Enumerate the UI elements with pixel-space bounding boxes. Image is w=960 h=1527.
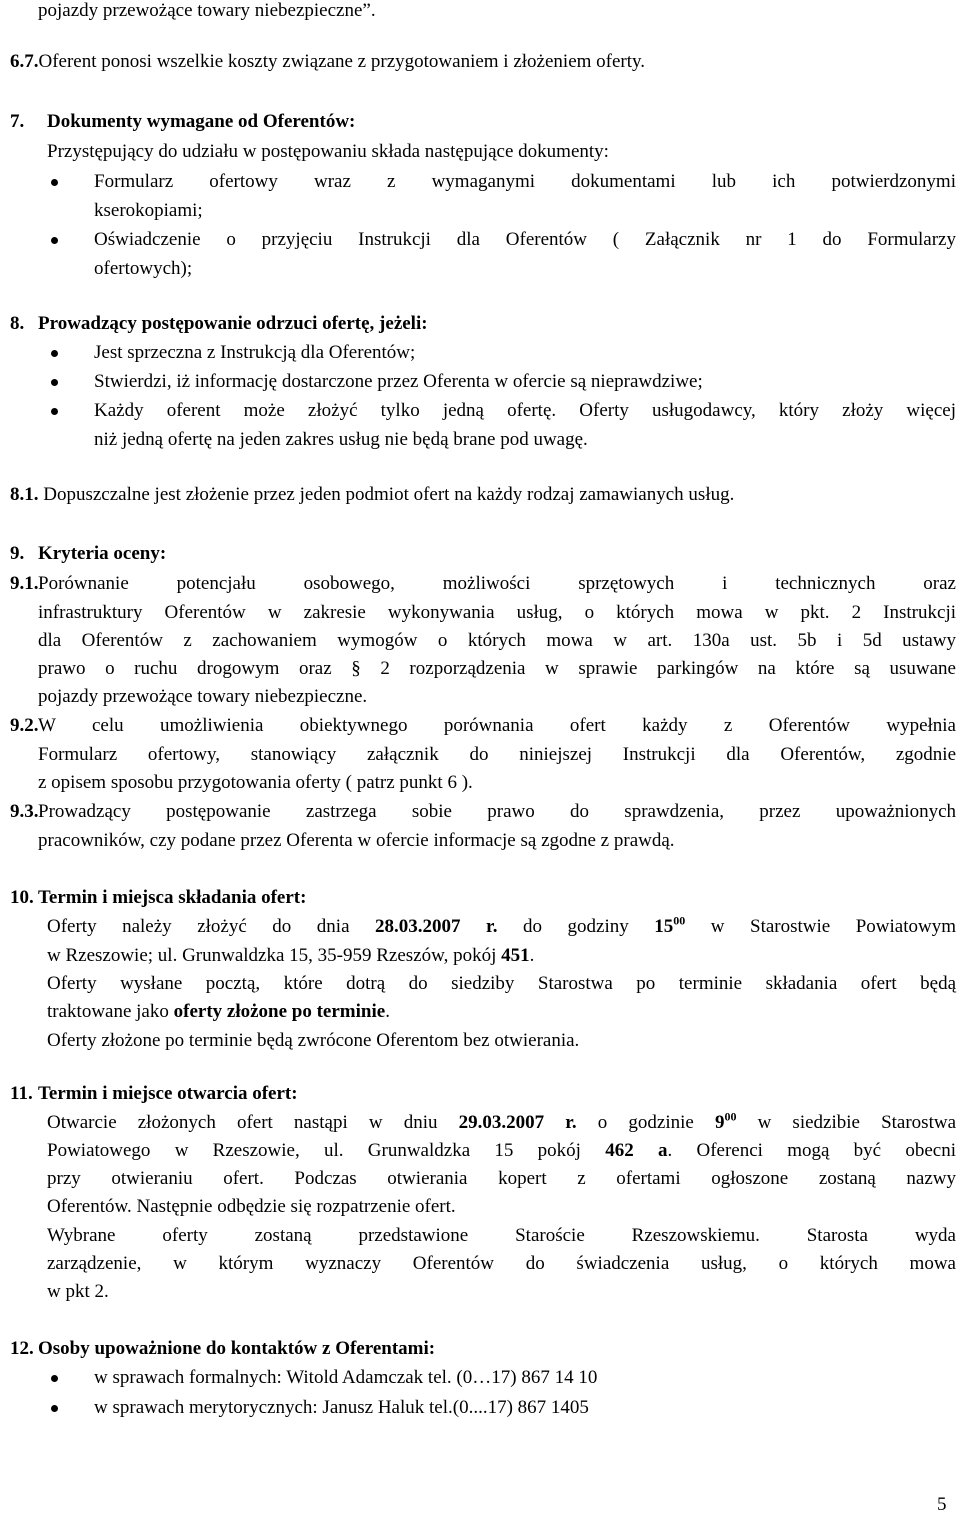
section-6-7	[10, 48, 930, 76]
section-10-title: Termin i miejsca składania ofert:	[38, 887, 307, 908]
section-10-line-1	[47, 913, 956, 941]
section-8-bullet-3-line-2: niż jedną ofertę na jeden zakres usług nie będą brane pod uwagę.	[94, 429, 588, 450]
text-run: .	[529, 945, 535, 966]
top-line: pojazdy przewożące towary niebezpieczne”.	[38, 0, 376, 21]
section-7-bullet-2-line-2: ofertowych);	[94, 258, 193, 279]
section-11-title: Termin i miejsce otwarcia ofert:	[38, 1083, 298, 1104]
section-number: 7.	[10, 111, 25, 132]
opening-date: 29.03.2007 r.	[458, 1112, 577, 1133]
section-7-bullet-1-line-1: Formularz ofertowy wraz z wymaganymi dokumentami lub ich potwierdzonymi	[94, 171, 956, 192]
section-9-title: Kryteria oceny:	[38, 543, 167, 564]
section-11-line-6: zarządzenie, w którym wyznaczy Oferentów do świadczenia usług, o których mowa	[47, 1253, 956, 1274]
text-run: w Starostwie Powiatowym	[710, 916, 957, 937]
section-7-heading	[10, 108, 24, 136]
deadline-date: 28.03.2007 r.	[375, 916, 498, 937]
section-8-bullet-3-line-1: Każdy oferent może złożyć tylko jedną ofertę. Oferty usługodawcy, który złoży więcej	[94, 400, 956, 421]
text-run: w siedzibie Starostwa	[757, 1112, 957, 1133]
section-10-number: 10.	[10, 887, 34, 908]
section-7-intro: Przystępujący do udziału w postępowaniu składa następujące dokumenty:	[47, 141, 609, 162]
bullet-icon	[48, 1364, 60, 1392]
section-7-bullet-1-line-2: kserokopiami;	[94, 200, 203, 221]
section-9-3-line-2: pracowników, czy podane przez Oferenta w ofercie informacje są zgodne z prawdą.	[38, 830, 675, 851]
section-10-line-4	[47, 998, 390, 1026]
room-number: 462 a	[605, 1140, 668, 1161]
text-run: Powiatowego w Rzeszowie, ul. Grunwaldzka 15 pokój	[47, 1140, 581, 1161]
section-10-line-2	[47, 942, 534, 970]
section-9-3-number: 9.3.	[10, 801, 39, 822]
room-number: 451	[501, 945, 530, 966]
section-8-1	[10, 481, 950, 509]
section-12-number: 12.	[10, 1338, 34, 1359]
section-9-2-line-2: Formularz ofertowy, stanowiący załącznik do niniejszej Instrukcji dla Oferentów, zgodnie	[38, 744, 956, 765]
section-11-line-4: Oferentów. Następnie odbędzie się rozpatrzenie ofert.	[47, 1196, 456, 1217]
section-10-line-5: Oferty złożone po terminie będą zwrócone Oferentom bez otwierania.	[47, 1030, 580, 1051]
section-text: Oferent ponosi wszelkie koszty związane z przygotowaniem i złożeniem oferty.	[38, 51, 646, 72]
section-11-line-3: przy otwieraniu ofert. Podczas otwierania kopert z ofertami ogłoszone zostaną nazwy	[47, 1168, 956, 1189]
section-number: 8.1.	[10, 484, 39, 505]
bullet-icon	[48, 1394, 60, 1422]
opening-time: $9^{00}$	[714, 1109, 737, 1133]
section-9-number: 9.	[10, 543, 25, 564]
section-9-1-line-1: Porównanie potencjału osobowego, możliwości sprzętowych i technicznych oraz	[38, 573, 956, 594]
section-text: Dopuszczalne jest złożenie przez jeden podmiot ofert na każdy rodzaj zamawianych usług.	[43, 484, 735, 505]
bullet-icon	[48, 397, 60, 425]
bullet-icon	[48, 226, 60, 254]
text-run: do godziny	[523, 916, 629, 937]
late-offer-term: oferty złożone po terminie	[173, 1001, 386, 1022]
section-9-1-line-5: pojazdy przewożące towary niebezpieczne.	[38, 686, 368, 707]
section-9-2-line-3: z opisem sposobu przygotowania oferty ( patrz punkt 6 ).	[38, 772, 473, 793]
section-9-1-line-3: dla Oferentów z zachowaniem wymogów o których mowa w art. 130a ust. 5b i 5d ustawy	[38, 630, 956, 651]
section-12-title: Osoby upoważnione do kontaktów z Oferentami:	[38, 1338, 436, 1359]
section-9-3-line-1: Prowadzący postępowanie zastrzega sobie prawo do sprawdzenia, przez upoważnionych	[38, 801, 956, 822]
section-8-number: 8.	[10, 313, 25, 334]
section-11-line-5: Wybrane oferty zostaną przedstawione Staroście Rzeszowskiemu. Starosta wyda	[47, 1225, 956, 1246]
section-8-title: Prowadzący postępowanie odrzuci ofertę, jeżeli:	[38, 313, 428, 334]
section-10-line-3: Oferty wysłane pocztą, które dotrą do siedziby Starostwa po terminie składania ofert będą	[47, 973, 956, 994]
text-run: . Oferenci mogą być obecni	[667, 1140, 957, 1161]
section-9-1-line-2: infrastruktury Oferentów w zakresie wykonywania usług, o których mowa w pkt. 2 Instrukcji	[38, 602, 956, 623]
text-run: traktowane jako	[47, 1001, 169, 1022]
contact-formal: w sprawach formalnych: Witold Adamczak tel. (0…17) 867 14 10	[94, 1367, 598, 1388]
section-7-title: Dokumenty wymagane od Oferentów:	[47, 111, 356, 132]
contact-substantive: w sprawach merytorycznych: Janusz Haluk tel.(0....17) 867 1405	[94, 1397, 589, 1418]
bullet-icon	[48, 168, 60, 196]
text-run: o godzinie	[597, 1112, 694, 1133]
text-run: Otwarcie złożonych ofert nastąpi w dniu	[47, 1112, 438, 1133]
bullet-icon	[48, 339, 60, 367]
deadline-time: $15^{00}$	[654, 913, 686, 937]
section-9-2-line-1: W celu umożliwienia obiektywnego porównania ofert każdy z Oferentów wypełnia	[38, 715, 956, 736]
section-8-bullet-1: Jest sprzeczna z Instrukcją dla Oferentów;	[94, 342, 416, 363]
bullet-icon	[48, 368, 60, 396]
section-9-2-number: 9.2.	[10, 715, 39, 736]
section-9-1-line-4: prawo o ruchu drogowym oraz § 2 rozporządzenia w sprawie parkingów na które są usuwane	[38, 658, 956, 679]
page-number: 5	[937, 1494, 947, 1515]
text-run: w Rzeszowie; ul. Grunwaldzka 15, 35-959 Rzeszów, pokój	[47, 945, 497, 966]
section-11-line-1	[47, 1109, 956, 1137]
section-7-bullet-2-line-1: Oświadczenie o przyjęciu Instrukcji dla Oferentów ( Załącznik nr 1 do Formularzy	[94, 229, 956, 250]
text-run: Oferty należy złożyć do dnia	[47, 916, 350, 937]
section-number: 6.7.	[10, 51, 39, 72]
section-8-bullet-2: Stwierdzi, iż informację dostarczone przez Oferenta w ofercie są nieprawdziwe;	[94, 371, 703, 392]
section-11-line-7: w pkt 2.	[47, 1281, 109, 1302]
text-run: .	[385, 1001, 390, 1022]
section-11-line-2	[47, 1137, 956, 1165]
section-9-1-number: 9.1.	[10, 573, 39, 594]
section-11-number: 11.	[10, 1083, 33, 1104]
